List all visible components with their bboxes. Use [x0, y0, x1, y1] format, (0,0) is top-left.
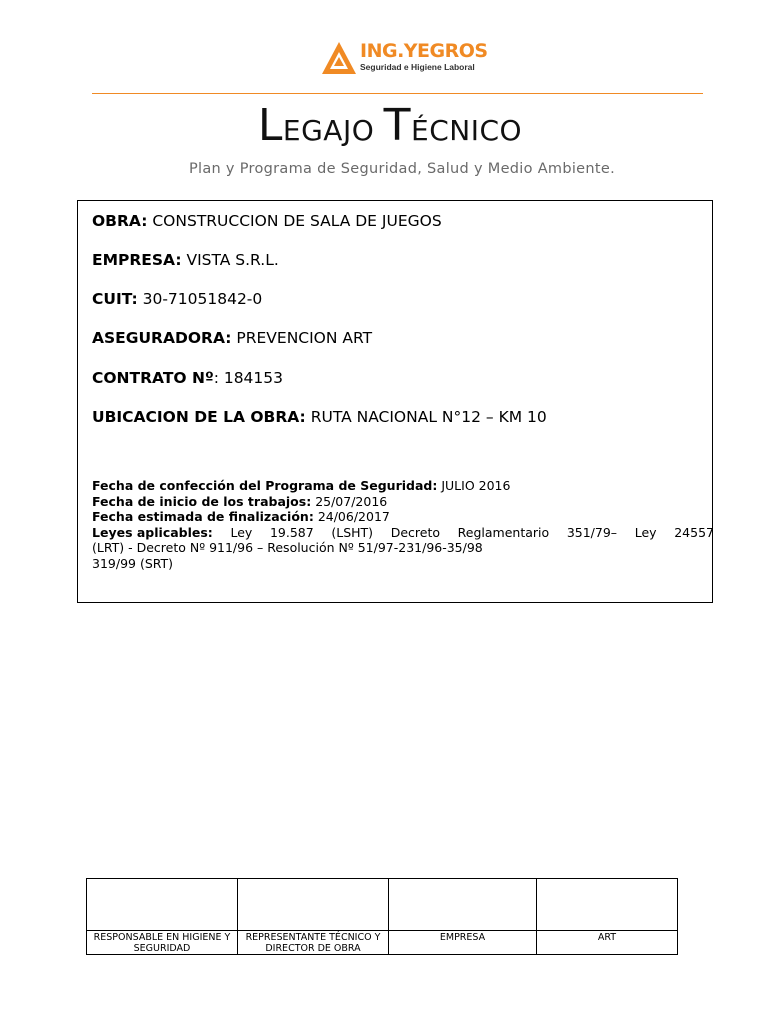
- confeccion-value: JULIO 2016: [441, 478, 511, 493]
- leyes-label: Leyes aplicables:: [92, 524, 213, 540]
- signature-label-empresa: EMPRESA: [389, 931, 537, 955]
- ubicacion-row: [92, 408, 547, 426]
- leyes-word: (LSHT): [331, 524, 374, 540]
- signature-label-responsable: RESPONSABLE EN HIGIENE Y SEGURIDAD: [87, 931, 238, 955]
- inicio-label: Fecha de inicio de los trabajos:: [92, 493, 312, 509]
- leyes-word: Decreto: [390, 524, 441, 540]
- leyes-word: 24557: [674, 524, 714, 540]
- leyes-line: [92, 525, 714, 541]
- aseguradora-label: ASEGURADORA:: [92, 329, 232, 347]
- leyes-word: Reglamentario: [457, 524, 550, 540]
- cuit-row: [92, 290, 262, 308]
- title-initial-t: T: [383, 100, 412, 151]
- signature-cell-art: [537, 879, 678, 931]
- contrato-value: : 184153: [213, 369, 284, 387]
- title-word-2: ÉCNICO: [411, 114, 523, 147]
- logo-tagline: Seguridad e Higiene Laboral: [360, 62, 475, 72]
- confeccion-label: Fecha de confección del Programa de Seguridad:: [92, 478, 438, 493]
- logo-brand-text: ING.YEGROS: [360, 40, 488, 62]
- leyes-word: 351/79–: [566, 524, 618, 540]
- title-word-1: EGAJO: [282, 114, 375, 147]
- triangle-logo-icon: [322, 42, 356, 74]
- aseguradora-row: [92, 329, 372, 347]
- document-subtitle: Plan y Programa de Seguridad, Salud y Medio Ambiente.: [188, 161, 616, 177]
- header-divider: [92, 93, 703, 94]
- obra-value: CONSTRUCCION DE SALA DE JUEGOS: [152, 212, 442, 230]
- signature-label-row: [87, 931, 678, 955]
- finalizacion-line: [92, 509, 714, 525]
- empresa-row: [92, 251, 279, 269]
- obra-row: [92, 212, 442, 230]
- signature-cell-responsable: [87, 879, 238, 931]
- signature-cell-representante: [238, 879, 389, 931]
- signature-label-representante: REPRESENTANTE TÉCNICO Y DIRECTOR DE OBRA: [238, 931, 389, 955]
- project-info-box: [77, 200, 713, 603]
- program-dates: [92, 478, 714, 571]
- contrato-row: [92, 369, 283, 387]
- leyes-line-2: (LRT) - Decreto Nº 911/96 – Resolución Nº 51/97-231/96-35/98: [92, 540, 483, 555]
- cuit-value: 30-71051842-0: [142, 290, 263, 308]
- aseguradora-value: PREVENCION ART: [236, 329, 373, 347]
- signature-label-art: ART: [537, 931, 678, 955]
- title-initial-l: L: [257, 100, 283, 151]
- empresa-value: VISTA S.R.L.: [186, 251, 279, 269]
- leyes-word: Ley: [230, 524, 253, 540]
- company-logo: [322, 40, 488, 76]
- leyes-word: 19.587: [269, 524, 314, 540]
- leyes-word: Ley: [634, 524, 657, 540]
- ubicacion-label: UBICACION DE LA OBRA:: [92, 408, 306, 426]
- ubicacion-value: RUTA NACIONAL N°12 – KM 10: [310, 408, 547, 426]
- contrato-label: CONTRATO Nº: [92, 369, 214, 387]
- cuit-label: CUIT:: [92, 290, 138, 308]
- signature-space-row: [87, 879, 678, 931]
- inicio-value: 25/07/2016: [315, 493, 388, 509]
- signature-cell-empresa: [389, 879, 537, 931]
- empresa-label: EMPRESA:: [92, 251, 182, 269]
- leyes-line-3: 319/99 (SRT): [92, 555, 174, 571]
- finalizacion-value: 24/06/2017: [317, 509, 390, 524]
- document-title: [0, 100, 768, 151]
- obra-label: OBRA:: [92, 212, 148, 230]
- finalizacion-label: Fecha estimada de finalización:: [92, 509, 314, 524]
- confeccion-line: [92, 478, 714, 494]
- inicio-line: [92, 494, 714, 510]
- signature-table: [86, 878, 678, 955]
